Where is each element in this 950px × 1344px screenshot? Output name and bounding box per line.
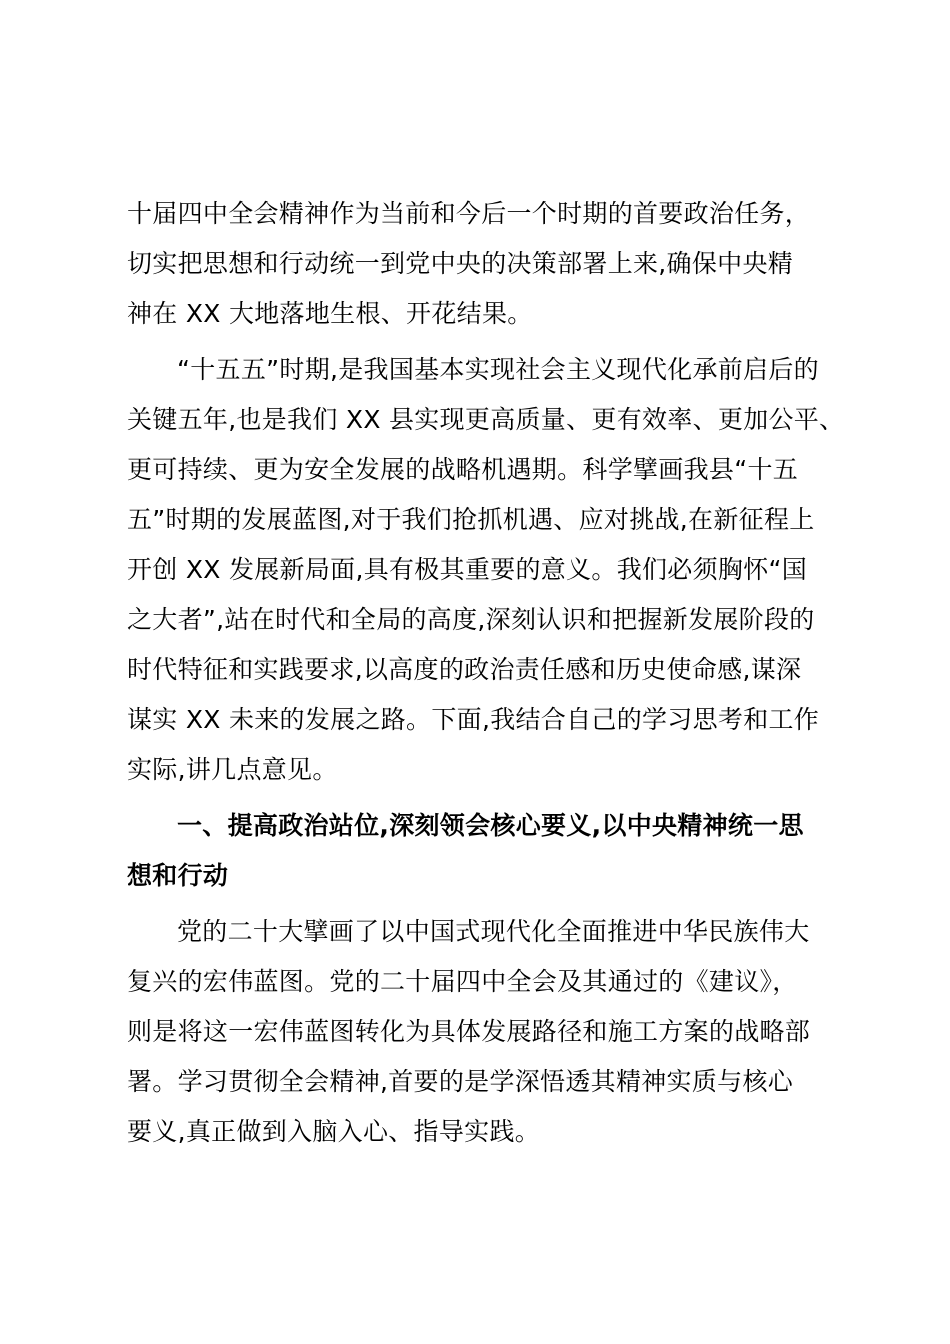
text-line: 关键五年,也是我们 XX 县实现更高质量、更有效率、更加公平、	[127, 405, 845, 434]
text-line: 党的二十大擘画了以中国式现代化全面推进中华民族伟大	[177, 917, 810, 946]
text-line: 则是将这一宏伟蓝图转化为具体发展路径和施工方案的战略部	[127, 1017, 811, 1046]
text-line: 之大者”,站在时代和全局的高度,深刻认识和把握新发展阶段的	[127, 605, 815, 634]
paragraph-fifteenth-five-year-plan	[127, 345, 845, 795]
text-line: 署。学习贯彻全会精神,首要的是学深悟透其精神实质与核心	[127, 1067, 794, 1096]
heading-line: 一、提高政治站位,深刻领会核心要义,以中央精神统一思	[177, 811, 804, 840]
heading-line: 想和行动	[127, 861, 229, 890]
text-line: 神在 XX 大地落地生根、开花结果。	[127, 299, 533, 328]
text-line: 要义,真正做到入脑入心、指导实践。	[127, 1117, 541, 1146]
text-line: 五”时期的发展蓝图,对于我们抢抓机遇、应对挑战,在新征程上	[127, 505, 815, 534]
text-line: 十届四中全会精神作为当前和今后一个时期的首要政治任务，	[127, 199, 811, 228]
document-body	[127, 189, 845, 1157]
text-line: “十五五”时期,是我国基本实现社会主义现代化承前启后的	[177, 355, 819, 384]
text-line: 更可持续、更为安全发展的战略机遇期。科学擘画我县“十五	[127, 455, 799, 484]
text-line: 开创 XX 发展新局面,具有极其重要的意义。我们必须胸怀“国	[127, 555, 808, 584]
text-line: 复兴的宏伟蓝图。党的二十届四中全会及其通过的《建议》，	[127, 967, 798, 996]
paragraph-twentieth-congress	[127, 907, 833, 1157]
section-heading-1	[127, 801, 833, 901]
text-line: 切实把思想和行动统一到党中央的决策部署上来,确保中央精	[127, 249, 794, 278]
text-line: 实际,讲几点意见。	[127, 755, 338, 784]
text-line: 时代特征和实践要求,以高度的政治责任感和历史使命感,谋深	[127, 655, 802, 684]
text-line: 谋实 XX 未来的发展之路。下面,我结合自己的学习思考和工作	[127, 705, 820, 734]
paragraph-continuation	[127, 189, 833, 339]
